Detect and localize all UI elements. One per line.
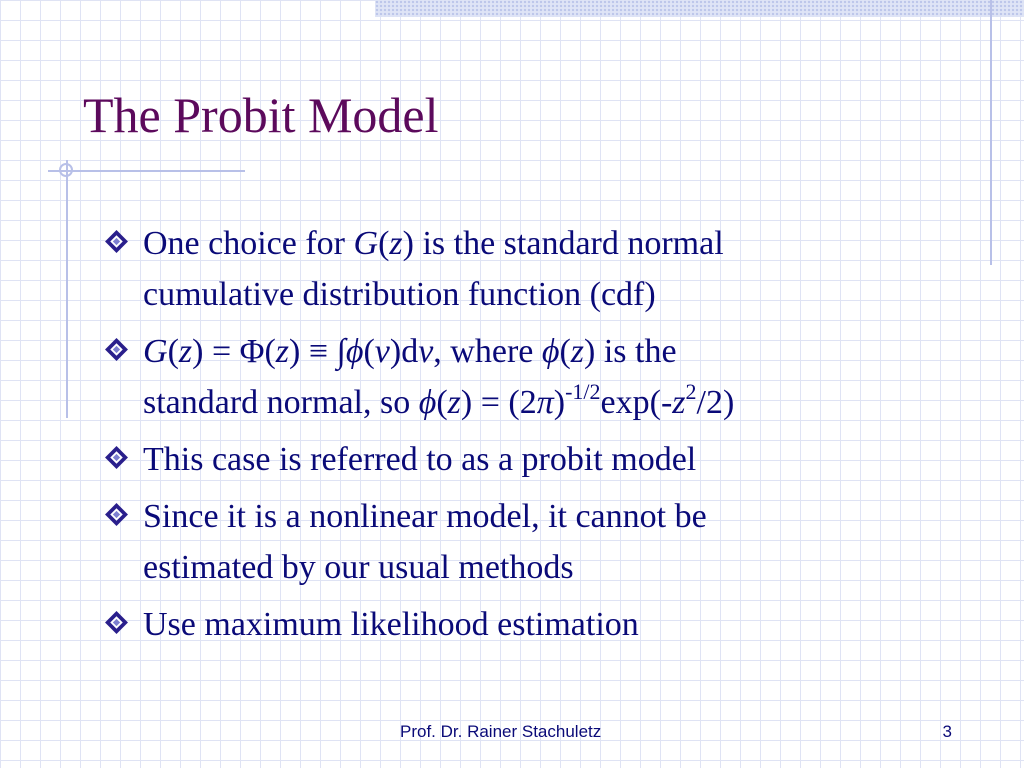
bullet-item	[103, 434, 983, 485]
bullet-text-line: estimated by our usual methods	[143, 549, 574, 586]
right-accent-line	[990, 0, 992, 265]
slide-title: The Probit Model	[83, 87, 439, 143]
formula-line: G(z) = Φ(z) ≡ ∫ϕ(v)dv, where ϕ(z) is the	[143, 333, 677, 370]
diamond-bullet-icon	[104, 445, 129, 470]
bullet-item	[103, 218, 983, 320]
title-underline	[48, 170, 245, 172]
crosshair-circle-icon	[59, 163, 73, 177]
left-accent-line	[66, 160, 68, 418]
diamond-bullet-icon	[104, 229, 129, 254]
bullet-text-line: cumulative distribution function (cdf)	[143, 276, 656, 313]
bullet-text-line: Since it is a nonlinear model, it cannot be	[143, 498, 707, 535]
bullet-item	[103, 599, 983, 650]
page-number: 3	[942, 722, 952, 741]
diamond-bullet-icon	[104, 610, 129, 635]
footer-author: Prof. Dr. Rainer Stachuletz	[400, 722, 602, 741]
bullet-item	[103, 491, 983, 593]
diamond-bullet-icon	[104, 502, 129, 527]
bullet-text-line: Use maximum likelihood estimation	[143, 606, 639, 643]
diamond-bullet-icon	[104, 337, 129, 362]
bullet-list	[103, 218, 983, 656]
bullet-item	[103, 326, 983, 428]
top-decorative-bar	[375, 0, 1024, 17]
bullet-text-line: This case is referred to as a probit model	[143, 441, 697, 478]
formula-line: standard normal, so $\phi(z) = (2\pi)^{-1/2}\exp(-z^2/2)$	[143, 379, 735, 421]
bullet-text-line: One choice for G(z) is the standard normal	[143, 225, 724, 262]
